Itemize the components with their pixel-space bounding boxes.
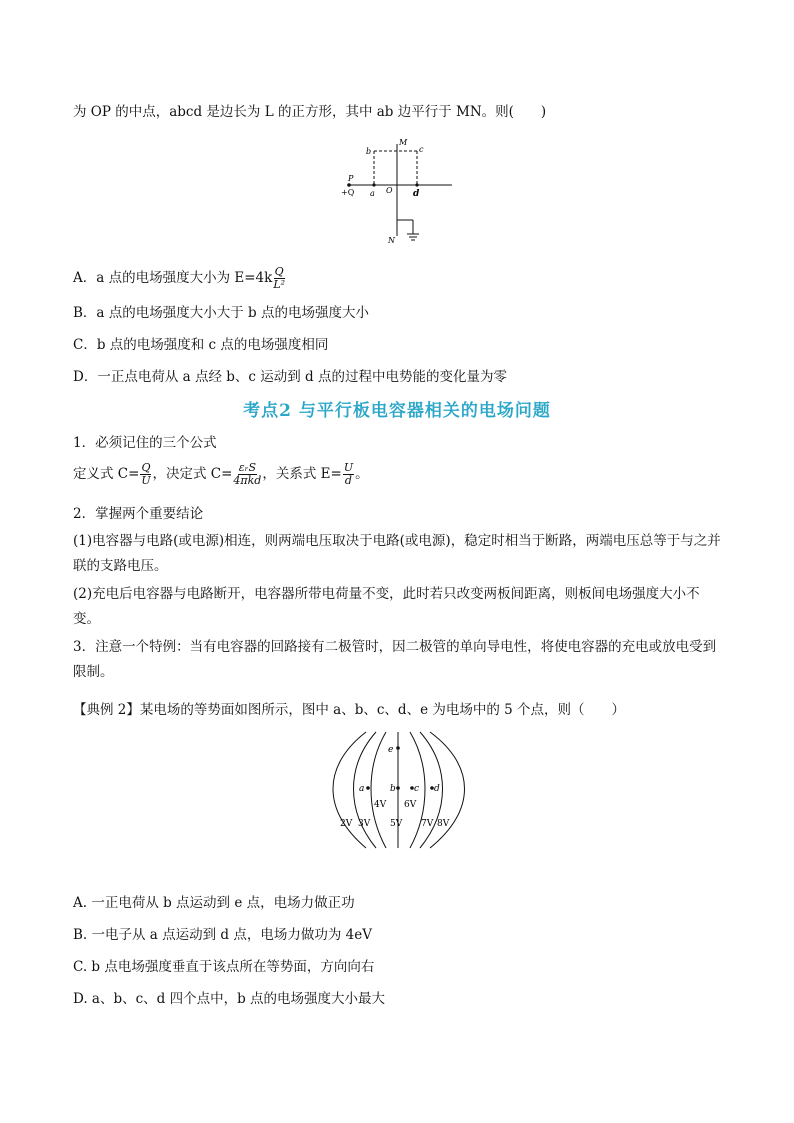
fig1-label-N: N (388, 236, 395, 245)
fig1-label-Q: +Q (341, 188, 355, 197)
fraction-q-over-l2: $\frac{Q}{\text{L²}}$ (273, 265, 286, 291)
q1-option-a: A．a 点的电场强度大小为 E=4k $\frac{Q}{\text{L²}}$ (73, 265, 286, 291)
formula-line: 定义式 C= $\frac{Q}{U}$ ，决定式 C= $\frac{\text{εᵣS}}{\text{4πkd}}$ ，关系式 E= $\frac{U}{d}$ 。 (73, 461, 369, 487)
fig2-label-3v: 3V (358, 819, 371, 829)
q1-option-b: B．a 点的电场强度大小大于 b 点的电场强度大小 (73, 305, 369, 321)
conclusion-2: (2)充电后电容器与电路断开，电容器所带电荷量不变，此时若只改变两板间距离，则板间电场强度大小不变。 (73, 586, 700, 627)
q1-stem: 为 OP 的中点，abcd 是边长为 L 的正方形，其中 ab 边平行于 MN。则( ) (73, 104, 547, 120)
fig2-point-e: e (388, 745, 394, 755)
q2-option-a: A. 一正电荷从 b 点运动到 e 点，电场力做正功 (73, 895, 355, 911)
q2-option-d: D. a、b、c、d 四个点中，b 点的电场强度大小最大 (73, 991, 386, 1007)
fig2-point-b: b (390, 784, 396, 794)
fig1-label-M: M (399, 138, 408, 147)
section-point-1: 1．必须记住的三个公式 (73, 435, 217, 451)
section-heading: 考点2 与平行板电容器相关的电场问题 (243, 401, 551, 421)
fig1-label-P: P (348, 174, 354, 183)
fig2-label-7v: 7V (421, 819, 434, 829)
fig1-label-a: a (370, 189, 375, 198)
fig1-label-O: O (386, 186, 393, 195)
fig2-label-8v: 8V (437, 819, 450, 829)
q2-equipotential-figure (330, 726, 470, 858)
conclusion-1: (1)电容器与电路(或电源)相连，则两端电压取决于电路(或电源)，稳定时相当于断路，两端电压总等于与之并联的支路电压。 (73, 533, 721, 574)
fig1-label-c: c (419, 145, 424, 154)
fig2-label-5v: 5V (390, 819, 403, 829)
q1-option-d: D．一正点电荷从 a 点经 b、c 运动到 d 点的过程中电势能的变化量为零 (73, 369, 507, 385)
special-case: 3．注意一个特例：当有电容器的回路接有二极管时，因二极管的单向导电性，将使电容器的充电或放电受到限制。 (73, 639, 717, 680)
fig2-point-c: c (414, 784, 420, 794)
q1-figure (336, 134, 460, 246)
fig2-label-4v: 4V (374, 800, 387, 810)
fig2-point-d: d (434, 784, 440, 794)
q1-option-c: C．b 点的电场强度和 c 点的电场强度相同 (73, 337, 329, 353)
fig1-label-d: d (413, 189, 420, 199)
q2-option-b: B. 一电子从 a 点运动到 d 点，电场力做功为 4eV (73, 927, 372, 943)
fig2-label-6v: 6V (404, 800, 417, 810)
q2-stem: 【典例 2】某电场的等势面如图所示，图中 a、b、c、d、e 为电场中的 5 个点，则（ ） (73, 702, 626, 718)
fig2-point-a: a (359, 784, 365, 794)
q2-option-c: C. b 点电场强度垂直于该点所在等势面，方向向右 (73, 959, 375, 975)
section-point-2: 2．掌握两个重要结论 (73, 506, 204, 522)
fig1-label-b: b (366, 147, 372, 156)
fig2-label-2v: 2V (340, 819, 353, 829)
